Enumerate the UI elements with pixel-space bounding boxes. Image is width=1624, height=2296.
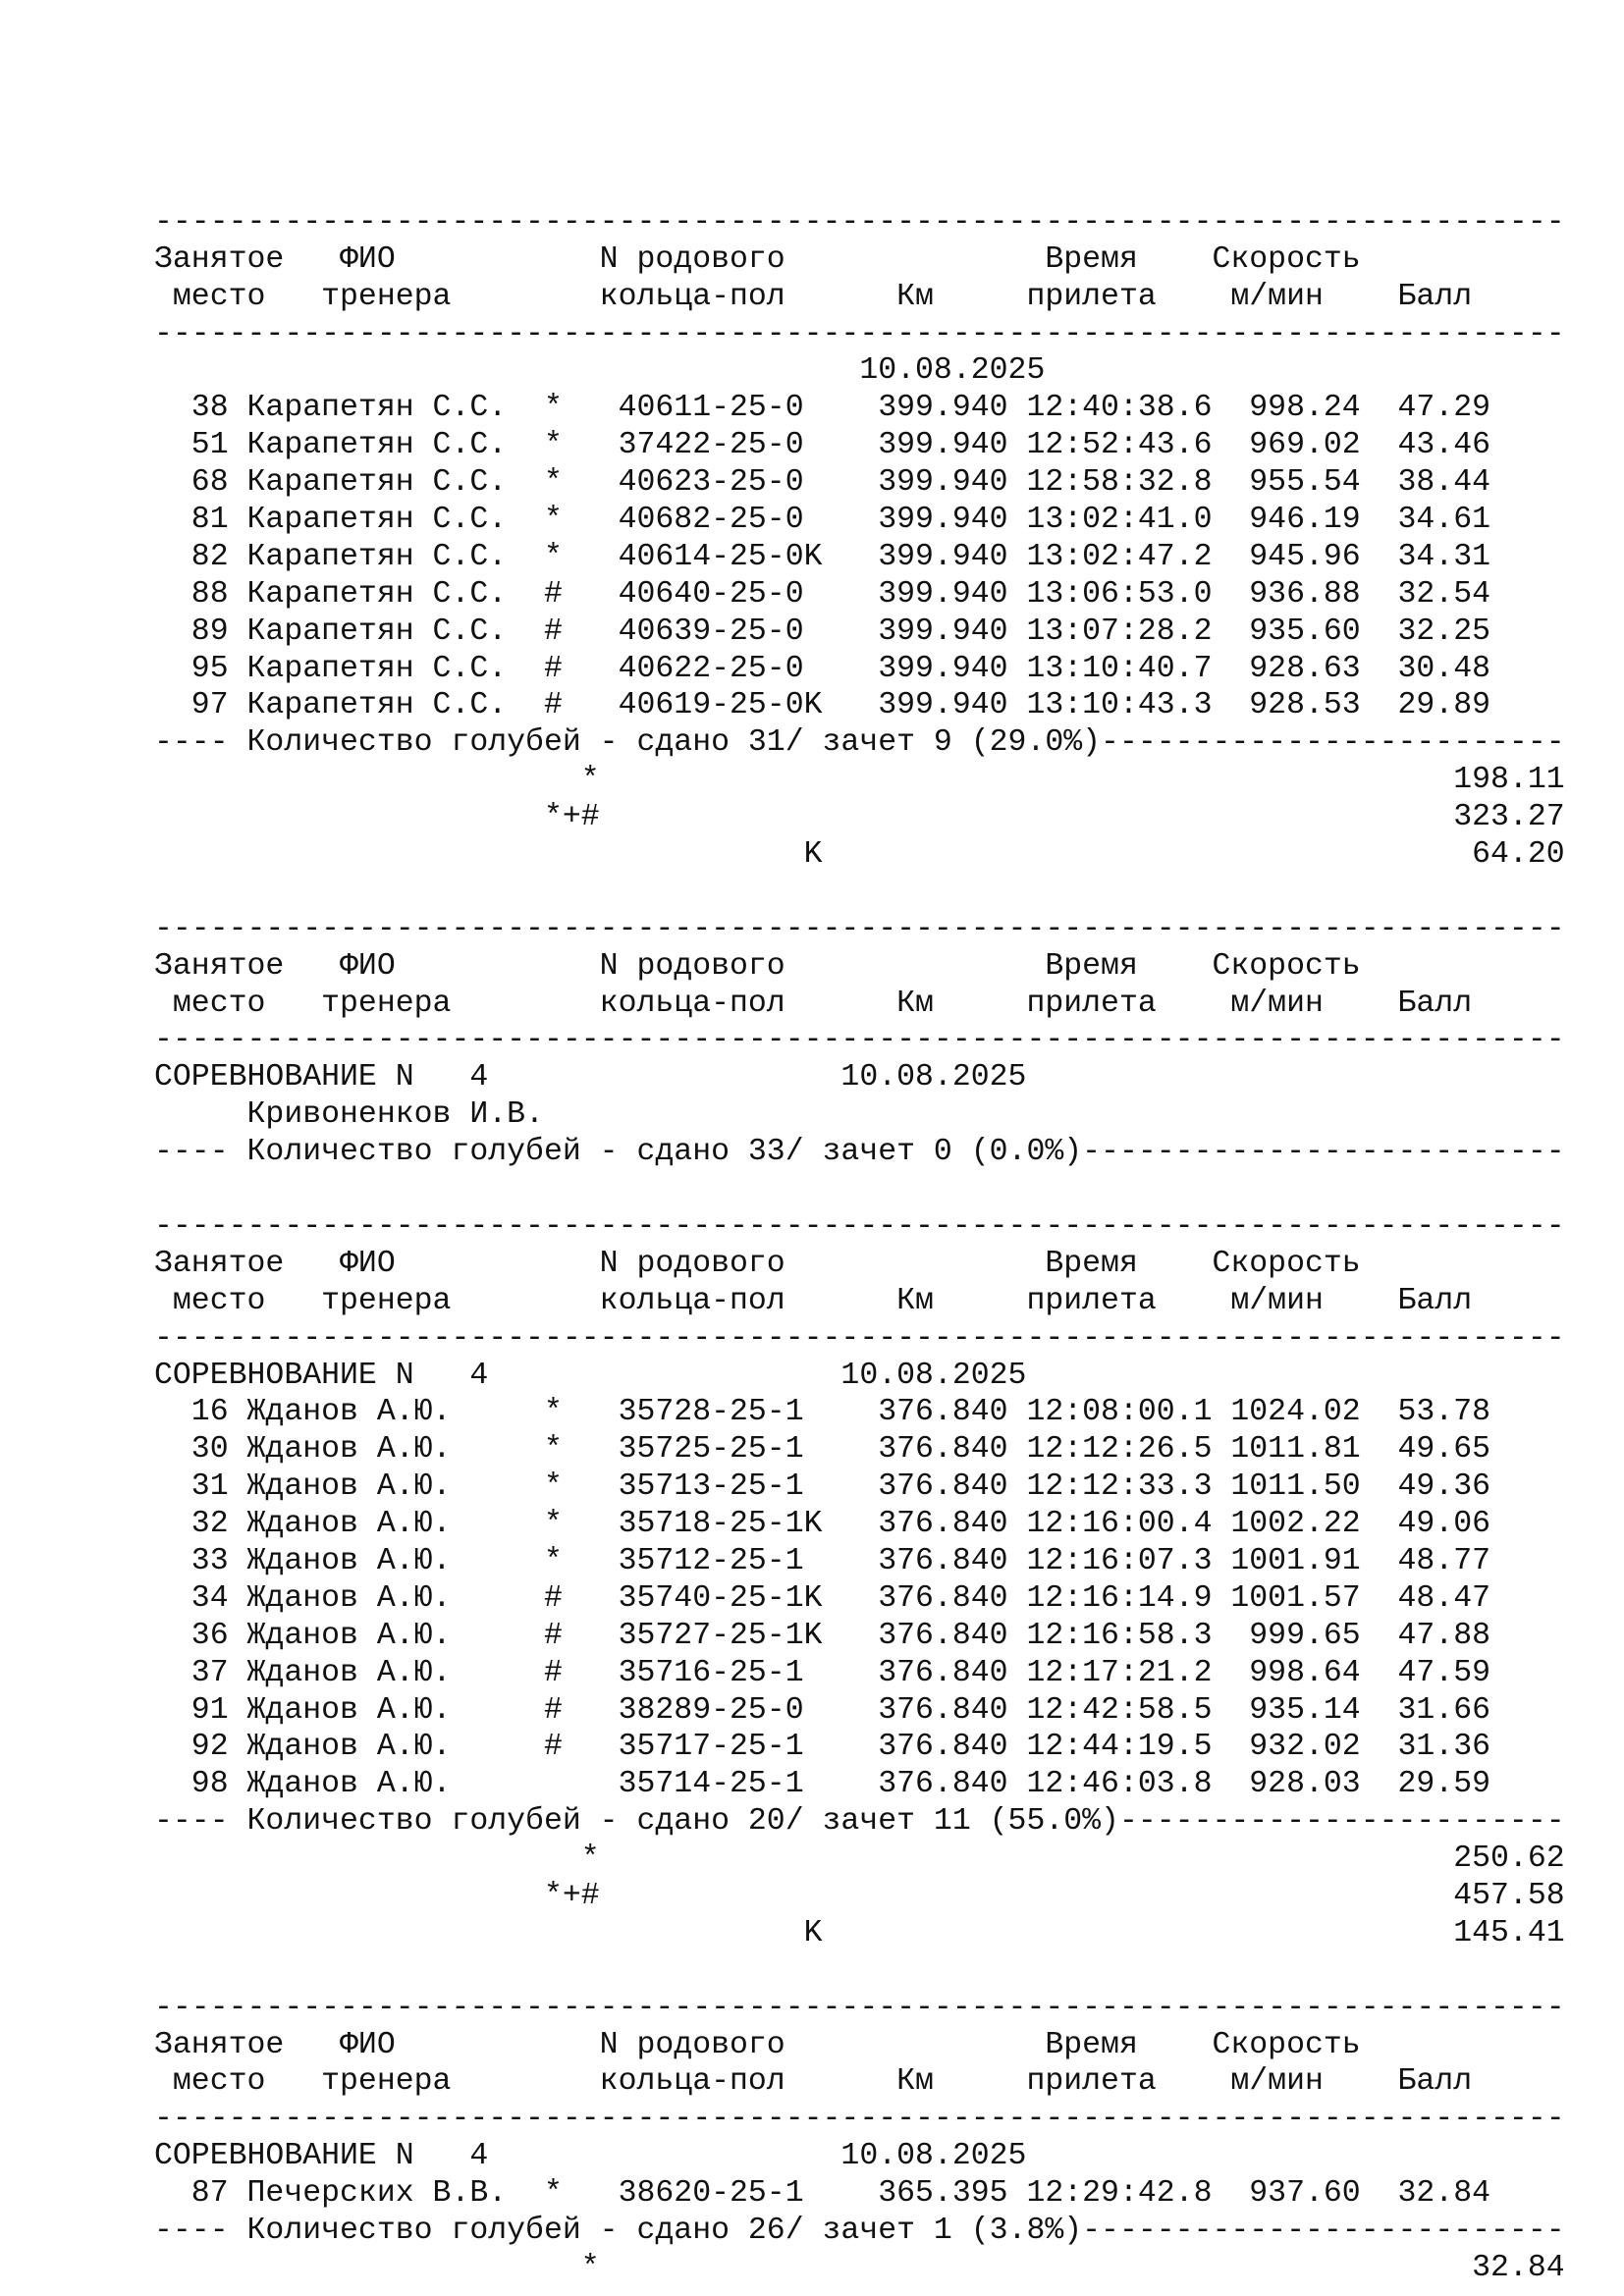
text-line: K 64.20 [154,837,1565,873]
table-header-line: Занятое ФИО N родового Время Скорость [154,2027,1361,2062]
text-line: * 250.62 [154,1842,1565,1877]
result-row: 38 Карапетян С.С. * 40611-25-0 399.940 12:40:38.6 998.24 47.29 [154,391,1491,426]
divider-line: ---------------------------------------------------------------------------- [154,1990,1565,2025]
result-row: 51 Карапетян С.С. * 37422-25-0 399.940 12:52:43.6 969.02 43.46 [154,428,1491,463]
result-row: 97 Карапетян С.С. # 40619-25-0K 399.940 13:10:43.3 928.53 29.89 [154,688,1491,723]
divider-line: ---------------------------------------------------------------------------- [154,911,1565,946]
result-row: 98 Жданов А.Ю. 35714-25-1 376.840 12:46:03.8 928.03 29.59 [154,1767,1491,1802]
competition-line: СОРЕВНОВАНИЕ N 4 10.08.2025 [154,1060,1027,1095]
result-row: 92 Жданов А.Ю. # 35717-25-1 376.840 12:44:19.5 932.02 31.36 [154,1730,1491,1765]
table-header-line: Занятое ФИО N родового Время Скорость [154,948,1361,984]
summary-line: ---- Количество голубей - сдано 33/ зачет 0 (0.0%)-------------------------- [154,1135,1565,1170]
divider-line: ---------------------------------------------------------------------------- [154,2102,1565,2137]
text-line: K 145.41 [154,1915,1565,1950]
table-header-line: место тренера кольца-пол Км прилета м/мин Балл [154,279,1473,314]
text-line: * 198.11 [154,763,1565,798]
table-header-line: место тренера кольца-пол Км прилета м/мин Балл [154,986,1473,1021]
result-row: 68 Карапетян С.С. * 40623-25-0 399.940 12:58:32.8 955.54 38.44 [154,465,1491,501]
result-row: 33 Жданов А.Ю. * 35712-25-1 376.840 12:16:07.3 1001.91 48.77 [154,1543,1491,1578]
result-row: 30 Жданов А.Ю. * 35725-25-1 376.840 12:12:26.5 1011.81 49.65 [154,1432,1491,1468]
result-row: 16 Жданов А.Ю. * 35728-25-1 376.840 12:08:00.1 1024.02 53.78 [154,1395,1491,1430]
results-report [154,167,1565,2287]
table-header-line: место тренера кольца-пол Км прилета м/мин Балл [154,1283,1473,1318]
result-row: 88 Карапетян С.С. # 40640-25-0 399.940 13:06:53.0 936.88 32.54 [154,576,1491,612]
divider-line: ---------------------------------------------------------------------------- [154,1023,1565,1058]
divider-line: ---------------------------------------------------------------------------- [154,1320,1565,1356]
competition-line: СОРЕВНОВАНИЕ N 4 10.08.2025 [154,2139,1027,2174]
result-row: 87 Печерских В.В. * 38620-25-1 365.395 12:29:42.8 937.60 32.84 [154,2176,1491,2212]
result-row: 95 Карапетян С.С. # 40622-25-0 399.940 13:10:40.7 928.63 30.48 [154,651,1491,686]
result-row: 82 Карапетян С.С. * 40614-25-0K 399.940 13:02:47.2 945.96 34.31 [154,539,1491,574]
competition-line: СОРЕВНОВАНИЕ N 4 10.08.2025 [154,1358,1027,1393]
result-row: 31 Жданов А.Ю. * 35713-25-1 376.840 12:12:33.3 1011.50 49.36 [154,1469,1491,1505]
competition-line: 10.08.2025 [154,353,1046,389]
table-header-line: место тренера кольца-пол Км прилета м/мин Балл [154,2064,1473,2100]
divider-line: ---------------------------------------------------------------------------- [154,204,1565,240]
result-row: 32 Жданов А.Ю. * 35718-25-1K 376.840 12:16:00.4 1002.22 49.06 [154,1507,1491,1542]
text-line: *+# 457.58 [154,1878,1565,1913]
result-row: 81 Карапетян С.С. * 40682-25-0 399.940 13:02:41.0 946.19 34.61 [154,503,1491,538]
result-row: 91 Жданов А.Ю. # 38289-25-0 376.840 12:42:58.5 935.14 31.66 [154,1692,1491,1728]
text-line: *+# 323.27 [154,800,1565,835]
blank-line [154,1952,1565,1990]
divider-line: ---------------------------------------------------------------------------- [154,1208,1565,1244]
table-header-line: Занятое ФИО N родового Время Скорость [154,241,1361,277]
summary-line: ---- Количество голубей - сдано 26/ зачет 1 (3.8%)-------------------------- [154,2213,1565,2248]
result-row: 89 Карапетян С.С. # 40639-25-0 399.940 13:07:28.2 935.60 32.25 [154,614,1491,649]
blank-line [154,167,1565,204]
blank-line [154,874,1565,911]
result-row: 37 Жданов А.Ю. # 35716-25-1 376.840 12:17:21.2 998.64 47.59 [154,1655,1491,1690]
summary-line: ---- Количество голубей - сдано 20/ зачет 11 (55.0%)------------------------ [154,1804,1565,1840]
text-line: Кривоненков И.В. [154,1097,544,1133]
summary-line: ---- Количество голубей - сдано 31/ зачет 9 (29.0%)------------------------- [154,725,1565,761]
text-line: * 32.84 [154,2250,1565,2285]
divider-line: ---------------------------------------------------------------------------- [154,316,1565,351]
result-row: 34 Жданов А.Ю. # 35740-25-1K 376.840 12:16:14.9 1001.57 48.47 [154,1580,1491,1616]
blank-line [154,1171,1565,1208]
result-row: 36 Жданов А.Ю. # 35727-25-1K 376.840 12:16:58.3 999.65 47.88 [154,1618,1491,1653]
table-header-line: Занятое ФИО N родового Время Скорость [154,1246,1361,1281]
